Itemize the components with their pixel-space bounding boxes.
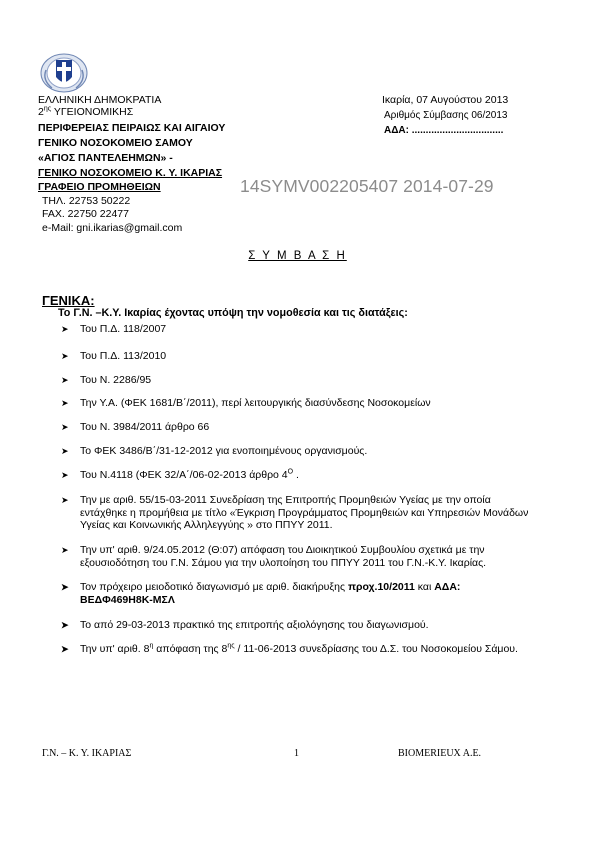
item-12-sup1: η (149, 642, 154, 650)
phone-number: ΤΗΛ. 22753 50222 (42, 195, 131, 207)
arrow-bullet-icon: ➤ (61, 582, 69, 592)
item-10-ada-label: ΑΔΑ: (434, 581, 461, 593)
item-10-mid: και (414, 581, 435, 593)
section-heading: ΓΕΝΙΚΑ: (42, 293, 95, 308)
footer-left: Γ.Ν. – Κ. Υ. ΙΚΑΡΙΑΣ (42, 748, 132, 759)
item-10-text: Τον πρόχειρο μειοδοτικό διαγωνισμό με αριθ. διακήρυξης (80, 581, 346, 593)
intro-text: Το Γ.Ν. –Κ.Υ. Ικαρίας έχοντας υπόψη την νομοθεσία και τις διατάξεις: (58, 307, 408, 319)
item-7-sup: Ο (287, 468, 294, 476)
contract-number: Αριθμός Σύμβασης 06/2013 (384, 110, 508, 121)
document-stamp-id: 14SYMV002205407 2014-07-29 (240, 176, 494, 196)
header-line-periphery: ΠΕΡΙΦΕΡΕΙΑΣ ΠΕΙΡΑΙΩΣ ΚΑΙ ΑΙΓΑΙΟΥ (38, 122, 226, 134)
list-item-text: Του Π.Δ. 118/2007 (80, 323, 167, 335)
list-item-text: Την με αριθ. 55/15-03-2011 Συνεδρίαση της Επιτροπής Προμηθειών Υγείας με την οποία εντάχθηκε η προμήθεια με τίτλο «Έγκριση Προγράμματος Προμηθειών και Υπηρεσιών Μονάδων Υγείας και Κοινωνικής Αλληλεγγύης » στο ΠΠΥΥ 2011. (80, 494, 529, 531)
header-line2-prefix: 2 (38, 106, 44, 118)
arrow-bullet-icon: ➤ (61, 644, 69, 654)
arrow-bullet-icon: ➤ (61, 446, 69, 456)
list-item-text (80, 581, 540, 606)
arrow-bullet-icon: ➤ (61, 324, 69, 334)
item-12-tail: / 11-06-2013 συνεδρίασης του Δ.Σ. του Νοσοκομείου Σάμου. (234, 643, 518, 655)
header-line-procurement-office: ΓΡΑΦΕΙΟ ΠΡΟΜΗΘΕΙΩΝ (38, 181, 161, 193)
item-12-text: Την υπ' αριθ. 8 (80, 643, 150, 655)
item-10-ada-code: ΒΕΔΦ469Η8Κ-ΜΣΛ (80, 593, 175, 606)
list-item-text (80, 643, 540, 656)
page-number: 1 (294, 748, 299, 759)
arrow-bullet-icon: ➤ (61, 620, 69, 630)
header-line2-sup: ης (43, 105, 52, 113)
list-item-text (80, 469, 540, 482)
list-item-text: Το ΦΕΚ 3486/Β΄/31-12-2012 για ενοποιημένους οργανισμούς. (80, 445, 368, 457)
document-title-text: Σ Υ Μ Β Α Σ Η (248, 250, 347, 262)
list-item-text: Το από 29-03-2013 πρακτικό της επιτροπής αξιολόγησης του διαγωνισμού. (80, 619, 429, 631)
arrow-bullet-icon: ➤ (61, 495, 69, 505)
email-address: e-Mail: gni.ikarias@gmail.com (42, 222, 183, 234)
header-line-agios-panteleimon: «ΑΓΙΟΣ ΠΑΝΤΕΛΕΗΜΩΝ» - (38, 152, 173, 164)
header-line2-text: ΥΓΕΙΟΝΟΜΙΚΗΣ (53, 106, 134, 118)
arrow-bullet-icon: ➤ (61, 470, 69, 480)
list-item-text: Την υπ' αριθ. 9/24.05.2012 (Θ:07) απόφαση του Διοικητικού Συμβουλίου σχετικά με την εξουσιοδότηση του Γ.Ν. Σάμου για την υλοποίηση του ΠΠΥΥ 2011 του Γ.Ν.-Κ.Υ. Ικαρίας. (80, 544, 487, 569)
item-12-sup2: ης (227, 642, 235, 650)
header-line-hospital-samos: ΓΕΝΙΚΟ ΝΟΣΟΚΟΜΕΙΟ ΣΑΜΟΥ (38, 137, 193, 149)
arrow-bullet-icon: ➤ (61, 545, 69, 555)
header-line-hospital-ikaria: ΓΕΝΙΚΟ ΝΟΣΟΚΟΜΕΙΟ Κ. Υ. ΙΚΑΡΙΑΣ (38, 167, 223, 179)
list-item-text: Του Ν. 3984/2011 άρθρο 66 (80, 421, 210, 433)
document-title (0, 250, 595, 262)
header-line-health-region (38, 106, 133, 118)
header-line-republic: ΕΛΛΗΝΙΚΗ ΔΗΜΟΚΡΑΤΙΑ (38, 94, 162, 106)
item-7-tail: . (293, 469, 299, 481)
arrow-bullet-icon: ➤ (61, 422, 69, 432)
item-7-text: Του Ν.4118 (ΦΕΚ 32/Α΄/06-02-2013 άρθρο 4 (80, 469, 288, 481)
item-12-mid: απόφαση της 8 (153, 643, 228, 655)
footer-right: BIOMERIEUX A.E. (398, 748, 482, 759)
list-item-text: Του Ν. 2286/95 (80, 374, 152, 386)
place-date: Ικαρία, 07 Αυγούστου 2013 (382, 94, 509, 106)
arrow-bullet-icon: ➤ (61, 375, 69, 385)
item-10-ref: προχ.10/2011 (347, 581, 415, 593)
ada-field: ΑΔΑ: ................................. (384, 125, 504, 136)
list-item-text: Του Π.Δ. 113/2010 (80, 350, 167, 362)
list-item-text: Την Υ.Α. (ΦΕΚ 1681/Β΄/2011), περί λειτουργικής διασύνδεσης Νοσοκομείων (80, 397, 431, 409)
arrow-bullet-icon: ➤ (61, 398, 69, 408)
fax-number: FAX. 22750 22477 (42, 208, 129, 220)
greek-republic-emblem-icon (38, 50, 90, 94)
arrow-bullet-icon: ➤ (61, 351, 69, 361)
